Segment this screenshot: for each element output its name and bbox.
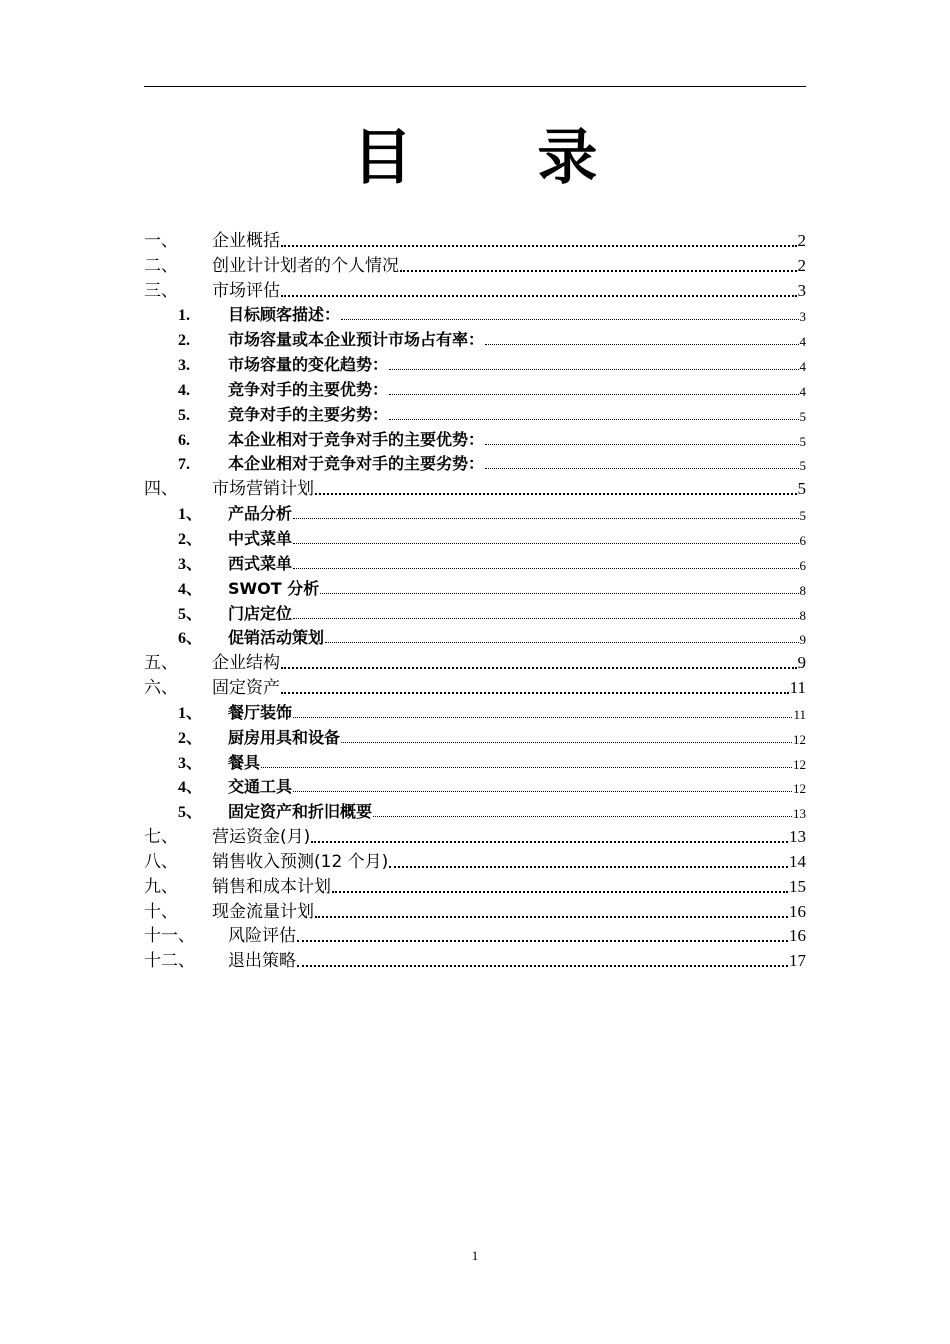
toc-entry-number: 四、 bbox=[144, 479, 178, 500]
toc-entry-number: 十一、 bbox=[144, 926, 195, 947]
toc-entry[interactable] bbox=[144, 872, 806, 897]
toc-entry-page: 4 bbox=[799, 383, 806, 399]
toc-entry-number: 4、 bbox=[178, 779, 203, 797]
toc-entry[interactable] bbox=[144, 226, 806, 251]
toc-entry-label: 本企业相对于竞争对手的主要劣势： bbox=[228, 454, 485, 474]
toc-entry-page: 16 bbox=[789, 926, 806, 946]
toc-entry[interactable] bbox=[144, 847, 806, 872]
toc-entry-number: 1、 bbox=[178, 506, 203, 524]
toc-leader-dots bbox=[325, 628, 798, 643]
toc-entry-number: 3、 bbox=[178, 754, 203, 772]
header-rule bbox=[144, 86, 806, 87]
toc-entry-page: 5 bbox=[799, 433, 806, 449]
toc-entry-number: 六、 bbox=[144, 678, 178, 699]
toc-entry[interactable] bbox=[144, 276, 806, 301]
toc-entry-page: 2 bbox=[797, 255, 806, 275]
toc-entry-label: 销售和成本计划 bbox=[212, 876, 331, 897]
toc-entry-page: 5 bbox=[799, 408, 806, 424]
toc-entry-number: 5、 bbox=[178, 605, 203, 623]
toc-leader-dots bbox=[293, 604, 798, 619]
toc-entry-page: 6 bbox=[799, 532, 806, 548]
toc-entry-number: 6. bbox=[178, 431, 190, 449]
toc-leader-dots bbox=[311, 827, 788, 843]
toc-entry-page: 16 bbox=[789, 901, 806, 921]
toc-entry[interactable] bbox=[144, 648, 806, 673]
toc-entry-label: 本企业相对于竞争对手的主要优势： bbox=[228, 429, 485, 449]
toc-entry-number: 3、 bbox=[178, 555, 203, 573]
toc-entry-page: 2 bbox=[797, 230, 806, 250]
toc-leader-dots bbox=[485, 430, 798, 445]
toc-entry-page: 12 bbox=[793, 756, 806, 772]
toc-entry[interactable] bbox=[144, 773, 806, 798]
toc-entry-label: 固定资产 bbox=[212, 678, 280, 699]
toc-entry-label: 固定资产和折旧概要 bbox=[228, 802, 373, 822]
toc-entry-number: 2. bbox=[178, 332, 190, 350]
toc-entry-page: 12 bbox=[793, 731, 806, 747]
toc-entry[interactable] bbox=[144, 474, 806, 499]
toc-entry-page: 9 bbox=[799, 632, 806, 648]
toc-entry-page: 11 bbox=[789, 678, 806, 698]
toc-entry-label: 退出策略 bbox=[228, 951, 296, 972]
toc-leader-dots bbox=[293, 504, 798, 519]
toc-entry-number: 5. bbox=[178, 406, 190, 424]
toc-leader-dots bbox=[315, 902, 788, 918]
toc-entry-number: 1、 bbox=[178, 704, 203, 722]
toc-entry-page: 6 bbox=[799, 557, 806, 573]
toc-entry-number: 1. bbox=[178, 307, 190, 325]
toc-entry-label: 市场容量的变化趋势： bbox=[228, 355, 389, 375]
toc-leader-dots bbox=[281, 231, 797, 247]
toc-leader-dots bbox=[293, 777, 792, 792]
toc-entry[interactable] bbox=[144, 350, 806, 375]
toc-entry-number: 4、 bbox=[178, 580, 203, 598]
toc-entry-label: SWOT 分析 bbox=[228, 578, 320, 598]
toc-entry-page: 3 bbox=[797, 280, 806, 300]
toc-entry-label: 创业计计划者的个人情况 bbox=[212, 255, 399, 276]
toc-entry-page: 4 bbox=[799, 359, 806, 375]
toc-entry-label: 西式菜单 bbox=[228, 553, 293, 573]
toc-entry[interactable] bbox=[144, 375, 806, 400]
toc-entry-label: 现金流量计划 bbox=[212, 901, 314, 922]
toc-entry-number: 十二、 bbox=[144, 951, 195, 972]
toc-leader-dots bbox=[400, 256, 797, 272]
toc-entry[interactable] bbox=[144, 673, 806, 698]
toc-entry-number: 2、 bbox=[178, 530, 203, 548]
toc-entry-label: 市场评估 bbox=[212, 280, 280, 301]
toc-entry-label: 销售收入预测(12 个月) bbox=[212, 851, 389, 872]
toc-leader-dots bbox=[389, 355, 798, 370]
toc-entry[interactable] bbox=[144, 946, 806, 971]
toc-entry-label: 餐具 bbox=[228, 752, 261, 772]
toc-leader-dots bbox=[315, 479, 797, 495]
toc-entry-label: 促销活动策划 bbox=[228, 628, 325, 648]
toc-entry-page: 4 bbox=[799, 334, 806, 350]
toc-leader-dots bbox=[373, 802, 792, 817]
toc-entry-page: 5 bbox=[799, 508, 806, 524]
toc-entry-label: 餐厅装饰 bbox=[228, 702, 293, 722]
toc-entry[interactable] bbox=[144, 524, 806, 549]
toc-entry[interactable] bbox=[144, 748, 806, 773]
toc-leader-dots bbox=[485, 454, 798, 469]
toc-entry[interactable] bbox=[144, 499, 806, 524]
toc-leader-dots bbox=[281, 281, 797, 297]
toc-entry-number: 九、 bbox=[144, 876, 178, 897]
toc-entry-page: 9 bbox=[797, 653, 806, 673]
toc-entry-label: 交通工具 bbox=[228, 777, 293, 797]
toc-entry-number: 6、 bbox=[178, 630, 203, 648]
toc-entry[interactable] bbox=[144, 723, 806, 748]
toc-leader-dots bbox=[332, 877, 788, 893]
toc-entry-label: 目标顾客描述： bbox=[228, 305, 341, 325]
toc-entry-page: 13 bbox=[789, 827, 806, 847]
toc-entry-label: 营运资金(月) bbox=[212, 827, 311, 848]
toc-entry-number: 三、 bbox=[144, 280, 178, 301]
toc-entry-page: 17 bbox=[789, 951, 806, 971]
toc-entry-number: 2、 bbox=[178, 729, 203, 747]
toc-entry-label: 中式菜单 bbox=[228, 528, 293, 548]
toc-entry-page: 12 bbox=[793, 781, 806, 797]
toc-entry-label: 竞争对手的主要优势： bbox=[228, 379, 389, 399]
toc-entry-number: 十、 bbox=[144, 901, 178, 922]
toc-leader-dots bbox=[281, 678, 789, 694]
toc-entry[interactable] bbox=[144, 897, 806, 922]
toc-entry-number: 七、 bbox=[144, 827, 178, 848]
toc-entry[interactable] bbox=[144, 599, 806, 624]
toc-leader-dots bbox=[293, 703, 792, 718]
toc-leader-dots bbox=[297, 926, 788, 942]
toc-entry-number: 7. bbox=[178, 456, 190, 474]
toc-entry-number: 4. bbox=[178, 381, 190, 399]
toc-leader-dots bbox=[341, 305, 798, 320]
toc-entry-page: 5 bbox=[797, 479, 806, 499]
toc-leader-dots bbox=[281, 653, 797, 669]
toc-entry-number: 3. bbox=[178, 357, 190, 375]
toc-entry[interactable] bbox=[144, 822, 806, 847]
page-number: 1 bbox=[471, 1248, 479, 1263]
toc-entry-page: 8 bbox=[799, 582, 806, 598]
toc-leader-dots bbox=[389, 405, 798, 420]
toc-entry[interactable] bbox=[144, 797, 806, 822]
toc-entry-page: 13 bbox=[793, 806, 806, 822]
toc-leader-dots bbox=[293, 529, 798, 544]
toc-entry[interactable] bbox=[144, 450, 806, 475]
toc-entry-page: 11 bbox=[793, 706, 806, 722]
table-of-contents bbox=[144, 226, 806, 971]
toc-entry-page: 5 bbox=[799, 458, 806, 474]
toc-entry-page: 14 bbox=[789, 851, 806, 871]
toc-entry-number: 八、 bbox=[144, 851, 178, 872]
toc-leader-dots bbox=[389, 380, 798, 395]
toc-entry-label: 厨房用具和设备 bbox=[228, 727, 341, 747]
toc-leader-dots bbox=[261, 753, 792, 768]
toc-entry-label: 市场营销计划 bbox=[212, 479, 314, 500]
toc-entry[interactable] bbox=[144, 574, 806, 599]
toc-entry-label: 风险评估 bbox=[228, 926, 296, 947]
toc-title: 目 录 bbox=[352, 123, 650, 193]
toc-leader-dots bbox=[320, 579, 798, 594]
toc-entry-label: 企业结构 bbox=[212, 653, 280, 674]
toc-leader-dots bbox=[341, 728, 792, 743]
toc-entry-page: 15 bbox=[789, 876, 806, 896]
toc-leader-dots bbox=[389, 852, 788, 868]
toc-leader-dots bbox=[485, 330, 798, 345]
toc-entry[interactable] bbox=[144, 325, 806, 350]
toc-entry[interactable] bbox=[144, 301, 806, 326]
toc-entry-page: 8 bbox=[799, 607, 806, 623]
toc-entry[interactable] bbox=[144, 922, 806, 947]
toc-entry-label: 企业概括 bbox=[212, 230, 280, 251]
toc-leader-dots bbox=[293, 554, 798, 569]
toc-leader-dots bbox=[297, 951, 788, 967]
toc-entry-number: 5、 bbox=[178, 804, 203, 822]
toc-entry[interactable] bbox=[144, 425, 806, 450]
toc-entry[interactable] bbox=[144, 698, 806, 723]
toc-entry[interactable] bbox=[144, 549, 806, 574]
toc-entry-page: 3 bbox=[799, 309, 806, 325]
toc-entry-number: 二、 bbox=[144, 255, 178, 276]
toc-entry[interactable] bbox=[144, 624, 806, 649]
toc-entry[interactable] bbox=[144, 400, 806, 425]
toc-entry-number: 一、 bbox=[144, 230, 178, 251]
toc-entry-label: 门店定位 bbox=[228, 603, 293, 623]
toc-entry-label: 市场容量或本企业预计市场占有率： bbox=[228, 330, 485, 350]
toc-entry-label: 产品分析 bbox=[228, 504, 293, 524]
toc-entry[interactable] bbox=[144, 251, 806, 276]
toc-entry-number: 五、 bbox=[144, 653, 178, 674]
toc-entry-label: 竞争对手的主要劣势： bbox=[228, 404, 389, 424]
